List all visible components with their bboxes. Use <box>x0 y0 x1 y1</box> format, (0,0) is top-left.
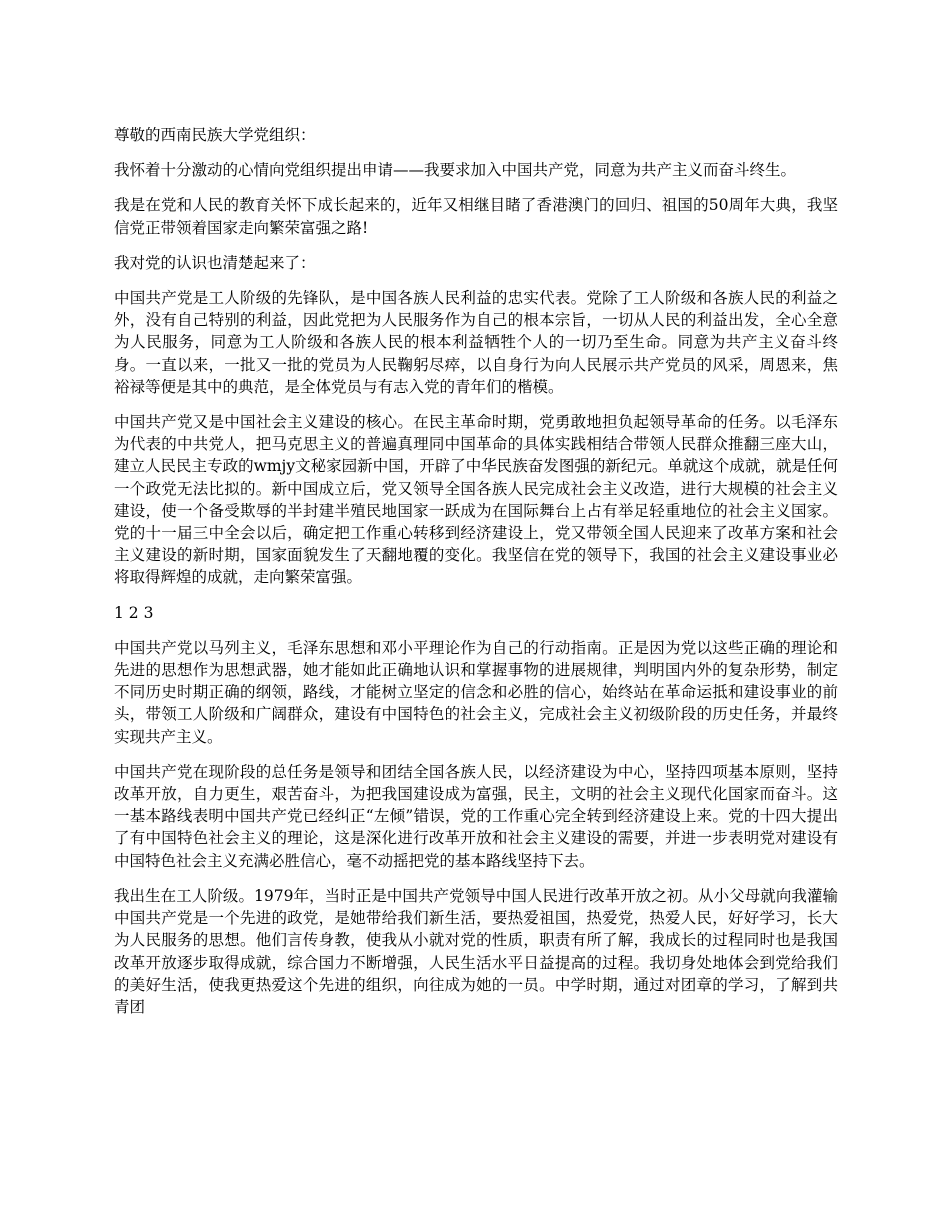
page-marker: 1 2 3 <box>114 603 154 622</box>
document-body <box>114 124 838 1031</box>
paragraph-8: 中国共产党在现阶段的总任务是领导和团结全国各族人民，以经济建设为中心，坚持四项基本原则，坚持改革开放，自力更生，艰苦奋斗，为把我国建设成为富强，民主，文明的社会主义现代化国家而奋斗。这一基本路线表明中国共产党已经纠正“左倾”错误，党的工作重心完全转到经济建设上来。党的十四大提出了有中国特色社会主义的理论，这是深化进行改革开放和社会主义建设的需要，并进一步表明党对建设有中国特色社会主义充满必胜信心，毫不动摇把党的基本路线坚持下去。 <box>114 762 838 870</box>
paragraph-5: 中国共产党又是中国社会主义建设的核心。在民主革命时期，党勇敢地担负起领导革命的任务。以毛泽东为代表的中共党人，把马克思主义的普遍真理同中国革命的具体实践相结合带领人民群众推翻三座大山，建立人民民主专政的wmjy文秘家园新中国，开辟了中华民族奋发图强的新纪元。单就这个成就，就是任何一个政党无法比拟的。新中国成立后，党又领导全国各族人民完成社会主义改造，进行大规模的社会主义建设，使一个备受欺辱的半封建半殖民地国家一跃成为在国际舞台上占有举足轻重地位的社会主义国家。党的十一届三中全会以后，确定把工作重心转移到经济建设上，党又带领全国人民迎来了改革方案和社会主义建设的新时期，国家面貌发生了天翻地覆的变化。我坚信在党的领导下，我国的社会主义建设事业必将取得辉煌的成就，走向繁荣富强。 <box>114 413 838 587</box>
paragraph-3: 我对党的认识也清楚起来了： <box>114 253 316 272</box>
paragraph-7: 中国共产党以马列主义，毛泽东思想和邓小平理论作为自己的行动指南。正是因为党以这些正确的理论和先进的思想作为思想武器，她才能如此正确地认识和掌握事物的进展规律，判明国内外的复杂形势，制定不同历史时期正确的纲领，路线，才能树立坚定的信念和必胜的信心，始终站在革命运抵和建设事业的前头，带领工人阶级和广阔群众，建设有中国特色的社会主义，完成社会主义初级阶段的历史任务，并最终实现共产主义。 <box>114 638 838 746</box>
paragraph-4: 中国共产党是工人阶级的先锋队，是中国各族人民利益的忠实代表。党除了工人阶级和各族人民的利益之外，没有自己特别的利益，因此党把为人民服务作为自己的根本宗旨，一切从人民的利益出发，全心全意为人民服务，同意为工人阶级和各族人民的根本利益牺牲个人的一切乃至生命。同意为共产主义奋斗终身。一直以来，一批又一批的党员为人民鞠躬尽瘁，以自身行为向人民展示共产党员的风采，周恩来，焦裕禄等便是其中的典范，是全体党员与有志入党的青年们的楷模。 <box>114 289 838 396</box>
paragraph-2: 我是在党和人民的教育关怀下成长起来的，近年又相继目睹了香港澳门的回归、祖国的50周年大典，我坚信党正带领着国家走向繁荣富强之路! <box>114 196 838 237</box>
paragraph-9: 我出生在工人阶级。1979年，当时正是中国共产党领导中国人民进行改革开放之初。从小父母就向我灌输中国共产党是一个先进的政党，是她带给我们新生活，要热爱祖国，热爱党，热爱人民，好好学习，长大为人民服务的思想。他们言传身教，使我从小就对党的性质，职责有所了解，我成长的过程同时也是我国改革开放逐步取得成就，综合国力不断增强，人民生活水平日益提高的过程。我切身处地体会到党给我们的美好生活，使我更热爱这个先进的组织，向往成为她的一员。中学时期，通过对团章的学习，了解到共青团 <box>114 886 838 1016</box>
paragraph-1: 我怀着十分激动的心情向党组织提出申请——我要求加入中国共产党，同意为共产主义而奋斗终生。 <box>114 161 797 180</box>
salutation: 尊敬的西南民族大学党组织： <box>114 126 316 144</box>
